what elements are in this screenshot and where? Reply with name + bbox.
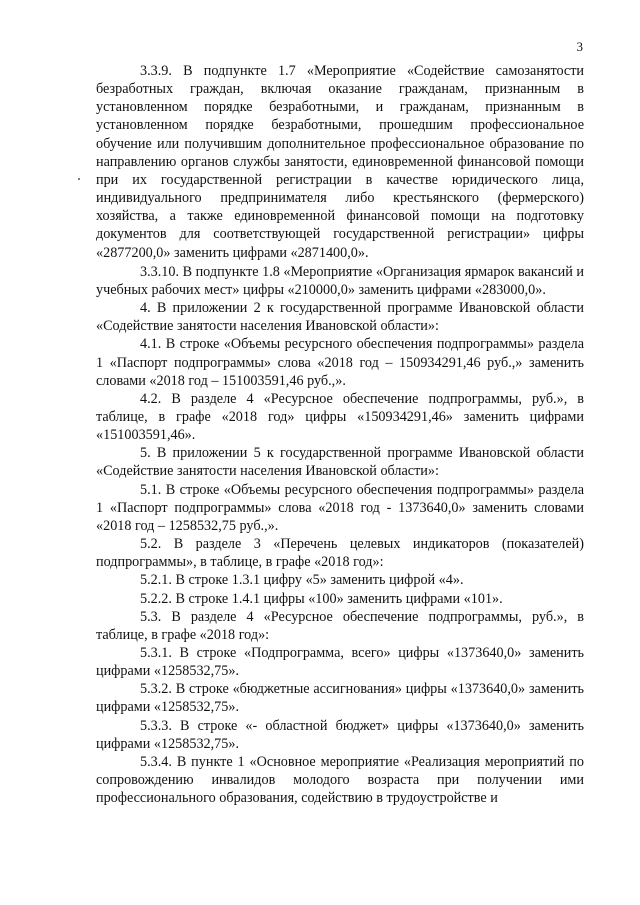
paragraph-5-3-4: 5.3.4. В пункте 1 «Основное мероприятие «Реализация мероприятий по сопровождению инвалидов молодого возраста при получении ими профессионального образования, содействию в трудоустройстве и: [96, 753, 584, 807]
paragraph-5-3-1: 5.3.1. В строке «Подпрограмма, всего» цифры «1373640,0» заменить цифрами «1258532,75».: [96, 645, 584, 680]
paragraph-5: 5. В приложении 5 к государственной программе Ивановской области «Содействие занятости населения Ивановской области»:: [96, 445, 584, 480]
paragraph-5-2-1: 5.2.1. В строке 1.3.1 цифру «5» заменить цифрой «4».: [140, 572, 464, 589]
paragraph-4-2: 4.2. В разделе 4 «Ресурсное обеспечение подпрограммы, руб.», в таблице, в графе «2018 год» цифры «150934291,46» заменить цифрами «151003591,46».: [96, 390, 584, 444]
paragraph-5-1: 5.1. В строке «Объемы ресурсного обеспечения подпрограммы» раздела 1 «Паспорт подпрограммы» слова «2018 год - 1373640,0» заменить словами «2018 год – 1258532,75 руб.,».: [96, 481, 584, 534]
scan-speck: [78, 178, 80, 180]
paragraph-3-3-9: 3.3.9. В подпункте 1.7 «Мероприятие «Содействие самозанятости безработных граждан, включая оказание гражданам, признанным в установленном порядке безработными, и гражданам, признанным в установленном порядке безработными, прошедшим профессиональное обучение или получившим дополнительное профессиональное образование по направлению органов службы занятости, единовременной финансовой помощи при их государственной регистрации в качестве юридического лица, индивидуального предпринимателя либо крестьянского (фермерского) хозяйства, а также единовременной финансовой помощи на подготовку документов для соответствующей государственной регистрации» цифры «2877200,0» заменить цифрами «2871400,0».: [96, 63, 584, 261]
paragraph-5-3: 5.3. В разделе 4 «Ресурсное обеспечение подпрограммы, руб.», в таблице, в графе «2018 год»:: [96, 608, 584, 643]
paragraph-5-2: 5.2. В разделе 3 «Перечень целевых индикаторов (показателей) подпрограммы», в таблице, в графе «2018 год»:: [96, 536, 584, 571]
paragraph-4: 4. В приложении 2 к государственной программе Ивановской области «Содействие занятости населения Ивановской области»:: [96, 300, 584, 335]
document-body: [96, 62, 584, 807]
page-number: 3: [576, 39, 583, 54]
paragraph-5-3-2: 5.3.2. В строке «бюджетные ассигнования» цифры «1373640,0» заменить цифрами «1258532,75».: [96, 681, 584, 716]
paragraph-5-2-2: 5.2.2. В строке 1.4.1 цифры «100» заменить цифрами «101».: [140, 590, 503, 607]
paragraph-3-3-10: 3.3.10. В подпункте 1.8 «Мероприятие «Организация ярмарок вакансий и учебных рабочих мест» цифры «210000,0» заменить цифрами «283000,0».: [96, 263, 584, 298]
paragraph-5-3-3: 5.3.3. В строке «- областной бюджет» цифры «1373640,0» заменить цифрами «1258532,75».: [96, 717, 584, 752]
paragraph-4-1: 4.1. В строке «Объемы ресурсного обеспечения подпрограммы» раздела 1 «Паспорт подпрограммы» слова «2018 год – 150934291,46 руб.,» заменить словами «2018 год – 151003591,46 руб.,».: [96, 336, 584, 389]
